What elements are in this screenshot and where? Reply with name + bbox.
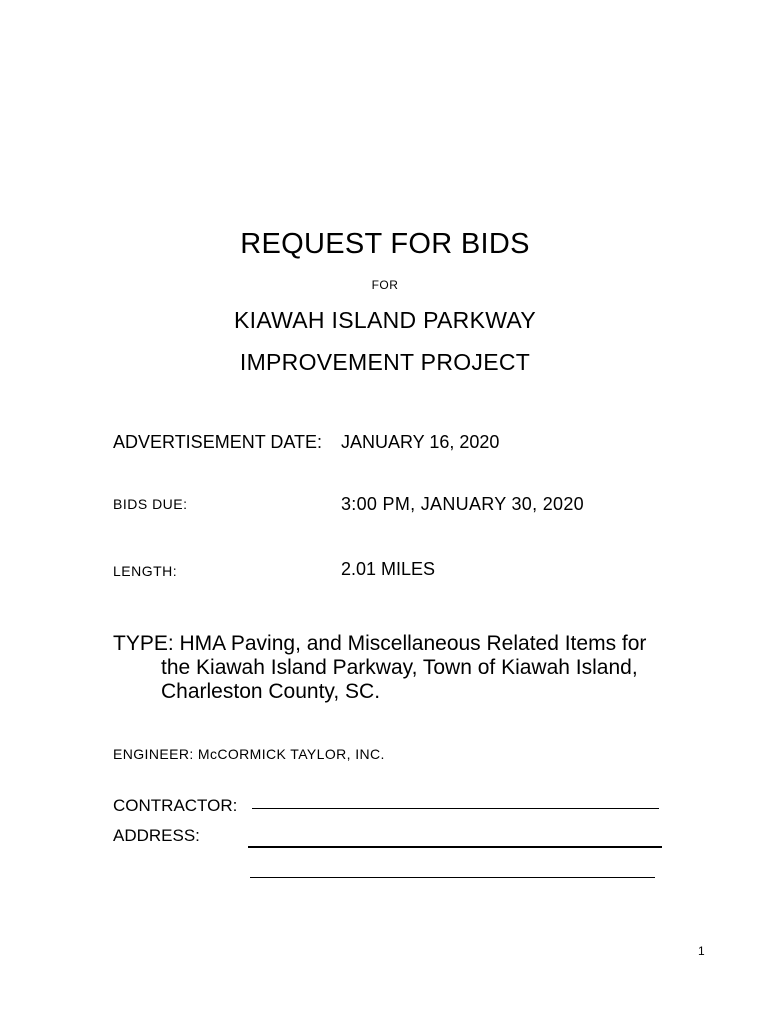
bids-due-label: BIDS DUE: — [113, 496, 188, 512]
document-title: REQUEST FOR BIDS — [240, 228, 530, 260]
contractor-label: CONTRACTOR: — [113, 796, 238, 815]
length-label: LENGTH: — [113, 563, 178, 579]
bids-due-value: 3:00 PM, JANUARY 30, 2020 — [341, 494, 584, 514]
engineer-line: ENGINEER: McCORMICK TAYLOR, INC. — [113, 746, 385, 762]
advertisement-date-value: JANUARY 16, 2020 — [341, 432, 500, 452]
type-line-1: TYPE: HMA Paving, and Miscellaneous Related Items for — [113, 632, 647, 655]
address-blank-line-1 — [248, 846, 662, 848]
project-name-line2: IMPROVEMENT PROJECT — [239, 349, 531, 375]
length-value: 2.01 MILES — [341, 559, 436, 579]
type-line-3: Charleston County, SC. — [161, 680, 381, 703]
address-blank-line-2 — [250, 877, 655, 878]
contractor-blank-line — [252, 808, 659, 809]
address-label: ADDRESS: — [113, 826, 200, 845]
project-type-description — [113, 632, 733, 704]
project-name-line1: KIAWAH ISLAND PARKWAY — [234, 307, 536, 333]
advertisement-date-label: ADVERTISEMENT DATE: — [113, 432, 323, 452]
type-line-2: the Kiawah Island Parkway, Town of Kiawah Island, — [161, 656, 638, 679]
for-label: FOR — [371, 278, 399, 292]
page-number: 1 — [698, 944, 705, 958]
